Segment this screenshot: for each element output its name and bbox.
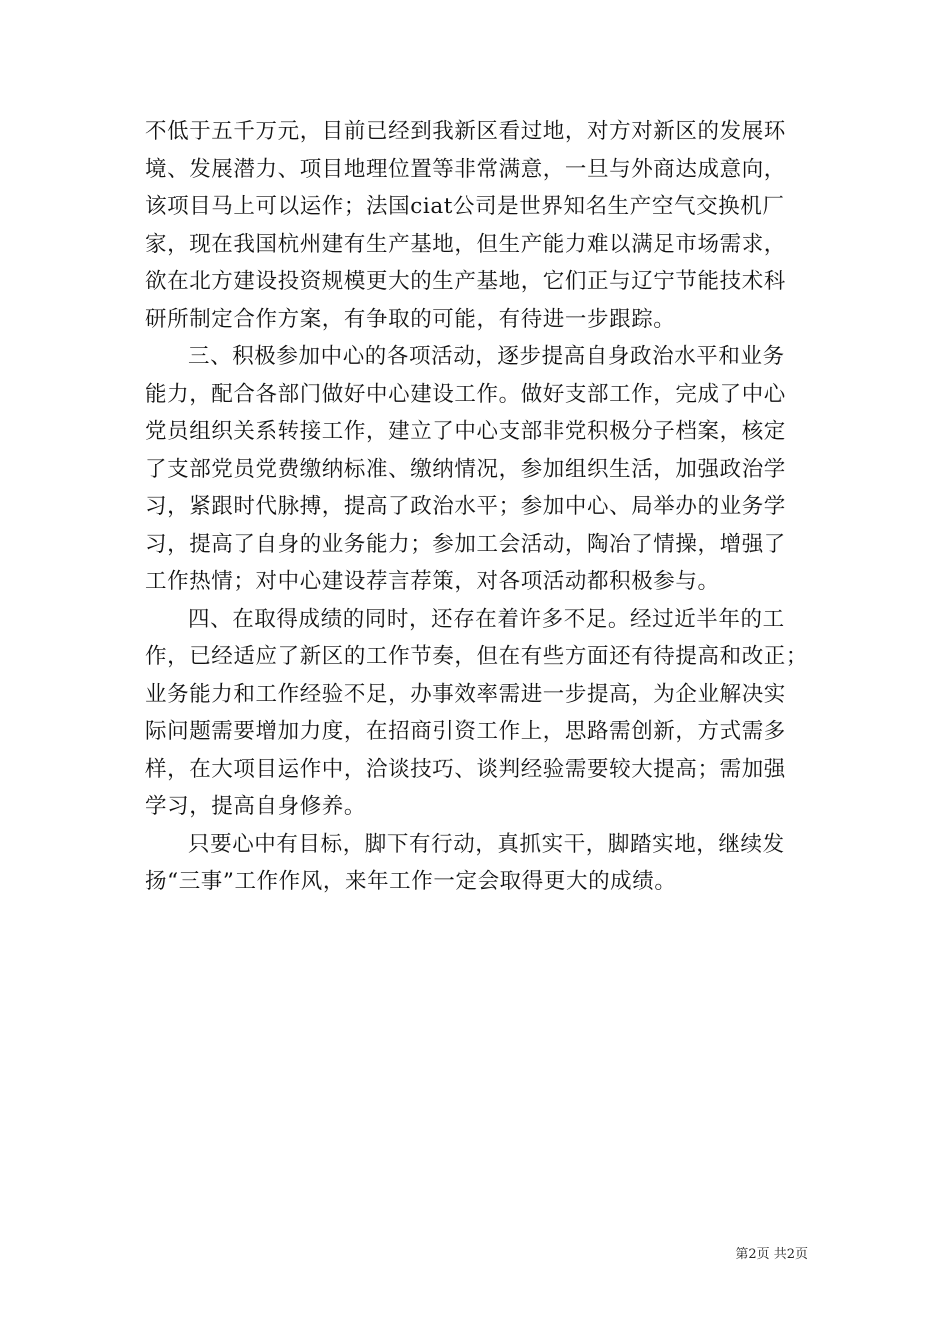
text-line: 该项目马上可以运作；法国ciat公司是世界知名生产空气交换机厂 [145,194,785,219]
text-line: 能力，配合各部门做好中心建设工作。做好支部工作，完成了中心 [145,381,786,407]
text-line: 习，紧跟时代脉搏，提高了政治水平；参加中心、局举办的业务学 [145,494,786,519]
text-line: 工作热情；对中心建设荐言荐策，对各项活动都积极参与。 [145,569,720,594]
text-line: 作，已经适应了新区的工作节奏，但在有些方面还有待提高和改正； [145,644,809,669]
text-line: 研所制定合作方案，有争取的可能，有待进一步跟踪。 [145,306,676,332]
text-line: 不低于五千万元，目前已经到我新区看过地，对方对新区的发展环 [145,119,786,144]
text-line: 党员组织关系转接工作，建立了中心支部非党积极分子档案，核定 [145,419,786,444]
page-number-footer: 第2页 共2页 [735,1247,808,1262]
text-line: 际问题需要增加力度，在招商引资工作上，思路需创新，方式需多 [145,719,786,744]
text-line: 样，在大项目运作中，洽谈技巧、谈判经验需要较大提高；需加强 [145,756,786,782]
text-line: 家，现在我国杭州建有生产基地，但生产能力难以满足市场需求， [145,231,786,257]
document-body [145,113,809,901]
text-line: 了支部党员党费缴纳标准、缴纳情况，参加组织生活，加强政治学 [145,456,786,482]
text-line: 境、发展潜力、项目地理位置等非常满意，一旦与外商达成意向， [145,156,786,182]
text-line: 三、积极参加中心的各项活动，逐步提高自身政治水平和业务 [188,344,785,369]
text-line: 欲在北方建设投资规模更大的生产基地，它们正与辽宁节能技术科 [145,269,786,294]
text-line: 四、在取得成绩的同时，还存在着许多不足。经过近半年的工 [188,606,785,632]
text-line: 学习，提高自身修养。 [145,794,367,819]
text-line: 业务能力和工作经验不足，办事效率需进一步提高，为企业解决实 [145,681,786,707]
text-line: 习，提高了自身的业务能力；参加工会活动，陶冶了情操，增强了 [145,531,786,557]
text-line: 扬“三事”工作作风，来年工作一定会取得更大的成绩。 [145,869,677,894]
text-line: 只要心中有目标，脚下有行动，真抓实干，脚踏实地，继续发 [188,831,785,857]
